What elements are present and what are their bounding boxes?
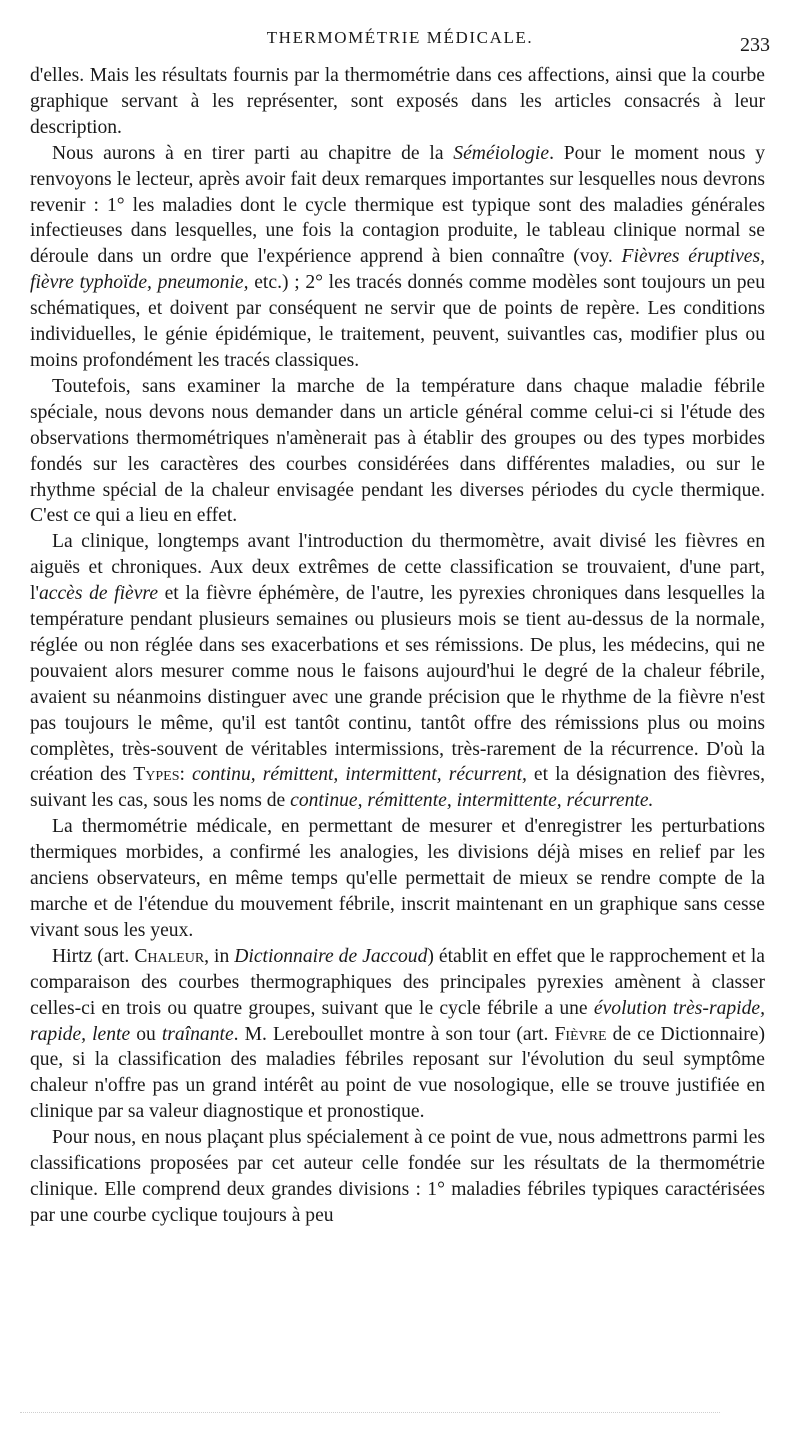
- paragraph-6-segment: de ce Dictionnaire) que, si la classification des maladies fébriles reposant sur l'évolution du seul symptôme chaleur n'offre pas un grand intérêt au point de vue nosologique, elle se trouve justifiée en clinique par sa valeur diagnostique et pronostique.: [30, 1023, 766, 1123]
- paragraph-2-segment: Séméiologie: [453, 142, 550, 164]
- paragraph-4-segment: et la désignation des fièvres, suivant les cas, sous les noms de: [30, 764, 765, 812]
- paragraph-4-segment: et la fièvre éphémère, de l'autre, les pyrexies chroniques dans lesquelles la température pendant plusieurs semaines ou plusieurs mois se tient au-dessus de la normale, réglée ou non réglée dans ses exacerbations et ses rémissions. De plus, les médecins, qui ne pouvaient alors mesurer comme nous le faisons aujourd'hui le degré de la chaleur fébrile, avaient su néanmoins distinguer avec une grande précision que le rhythme de la fièvre n'est pas toujours le même, qu'il est tantôt continu, tantôt offre des rémissions plus ou moins complètes, très-souvent de véritables intermissions, très-rarement de la récurrence. D'où la création des: [30, 583, 765, 786]
- running-title: THERMOMÉTRIE MÉDICALE.: [266, 28, 534, 47]
- running-head: [30, 0, 770, 56]
- paragraph-3-segment: Toutefois, sans examiner la marche de la température dans chaque maladie fébrile spéciale, nous devons nous demander dans un article général comme celui-ci si l'étude des observations thermométriques n'amènerait pas à établir des groupes ou des types morbides fondés sur les caractères des courbes considérées dans différentes maladies, ou sur le rhythme spécial de la chaleur envisagée pendant les diverses périodes du cycle thermique. C'est ce qui a lieu en effet.: [30, 375, 765, 527]
- paragraph-2-segment: etc.) ; 2° les tracés donnés comme modèles sont toujours un peu schématiques, et doivent par conséquent ne servir que de points de repère. Les conditions individuelles, le génie épidémique, le traitement, peuvent, suivantles cas, modifier plus ou moins profondément les tracés classiques.: [30, 272, 765, 371]
- paragraph-7: [30, 1125, 765, 1229]
- paragraph-5: [30, 814, 765, 944]
- paragraph-6: [30, 944, 765, 1125]
- paragraph-6-segment: évolution très-rapide, rapide, lente: [30, 997, 766, 1045]
- paragraph-6-segment: Hirtz (art.: [52, 945, 135, 967]
- paragraph-7-segment: Pour nous, en nous plaçant plus spécialement à ce point de vue, nous admettrons parmi les classifications proposées par cet auteur celle fondée sur les résultats de la thermométrie clinique. Elle comprend deux grandes divisions : 1° maladies fébriles typiques caractérisées par une courbe cyclique toujours à peu: [30, 1127, 765, 1226]
- paragraph-6-segment: ou: [130, 1023, 162, 1045]
- paragraph-4: [30, 529, 765, 814]
- paragraph-4-segment: continue, rémittente, intermittente, récurrente.: [290, 790, 654, 812]
- paragraph-4-segment: continu, rémittent, intermittent, récurrent,: [191, 764, 527, 786]
- paragraph-1: [30, 63, 765, 141]
- paragraph-2: [30, 141, 765, 374]
- paragraph-4-segment: La clinique, longtemps avant l'introduction du thermomètre, avait divisé les fièvres en aiguës et chroniques. Aux deux extrêmes de cette classification se trouvaient, d'une part, l': [30, 531, 765, 605]
- paragraph-4-segment: accès de fièvre: [38, 583, 159, 605]
- paragraph-4-segment: :: [179, 764, 192, 786]
- paragraph-6-segment: Fièvre: [554, 1023, 607, 1045]
- paragraph-1-segment: d'elles. Mais les résultats fournis par la thermométrie dans ces affections, ainsi que la courbe graphique servant à les représenter, sont exposés dans les articles consacrés à leur description.: [30, 65, 765, 138]
- paragraph-6-segment: Dictionnaire de Jaccoud: [234, 945, 428, 967]
- bottom-dotted-rule: [20, 1412, 720, 1413]
- paragraph-2-segment: Fièvres éruptives, fièvre typhoïde, pneumonie,: [30, 246, 765, 294]
- body-text: [30, 63, 765, 1229]
- paragraph-6-segment: Chaleur: [134, 945, 205, 967]
- paragraph-6-segment: traînante: [161, 1023, 234, 1045]
- paragraph-6-segment: ) établit en effet que le rapprochement et la comparaison des courbes thermographiques des principales pyrexies amènent à classer celles-ci en trois ou quatre groupes, suivant que le cycle fébrile a une: [30, 945, 765, 1019]
- paragraph-5-segment: La thermométrie médicale, en permettant de mesurer et d'enregistrer les perturbations thermiques morbides, a confirmé les analogies, les divisions déjà mises en relief par les anciens observateurs, en même temps qu'elle permettait de mieux se rendre compte de la marche et de l'étendue du mouvement fébrile, inscrit maintenant en un graphique sans cesse vivant sous les yeux.: [30, 816, 765, 941]
- book-page: [30, 0, 770, 1226]
- page-number: 233: [740, 34, 770, 56]
- paragraph-3: [30, 374, 765, 529]
- paragraph-6-segment: , in: [204, 945, 235, 967]
- paragraph-6-segment: . M. Lereboullet montre à son tour (art.: [233, 1023, 555, 1045]
- paragraph-4-segment: Types: [133, 764, 180, 786]
- paragraph-2-segment: Nous aurons à en tirer parti au chapitre de la: [52, 142, 454, 164]
- paragraph-2-segment: . Pour le moment nous y renvoyons le lecteur, après avoir fait deux remarques importantes sur lesquelles nous devrons revenir : 1° les maladies dont le cycle thermique est typique sont des maladies générales infectieuses dans lesquelles, une fois la contagion produite, le tableau clinique normal se déroule dans un ordre que l'expérience apprend à bien connaître (voy.: [30, 142, 766, 268]
